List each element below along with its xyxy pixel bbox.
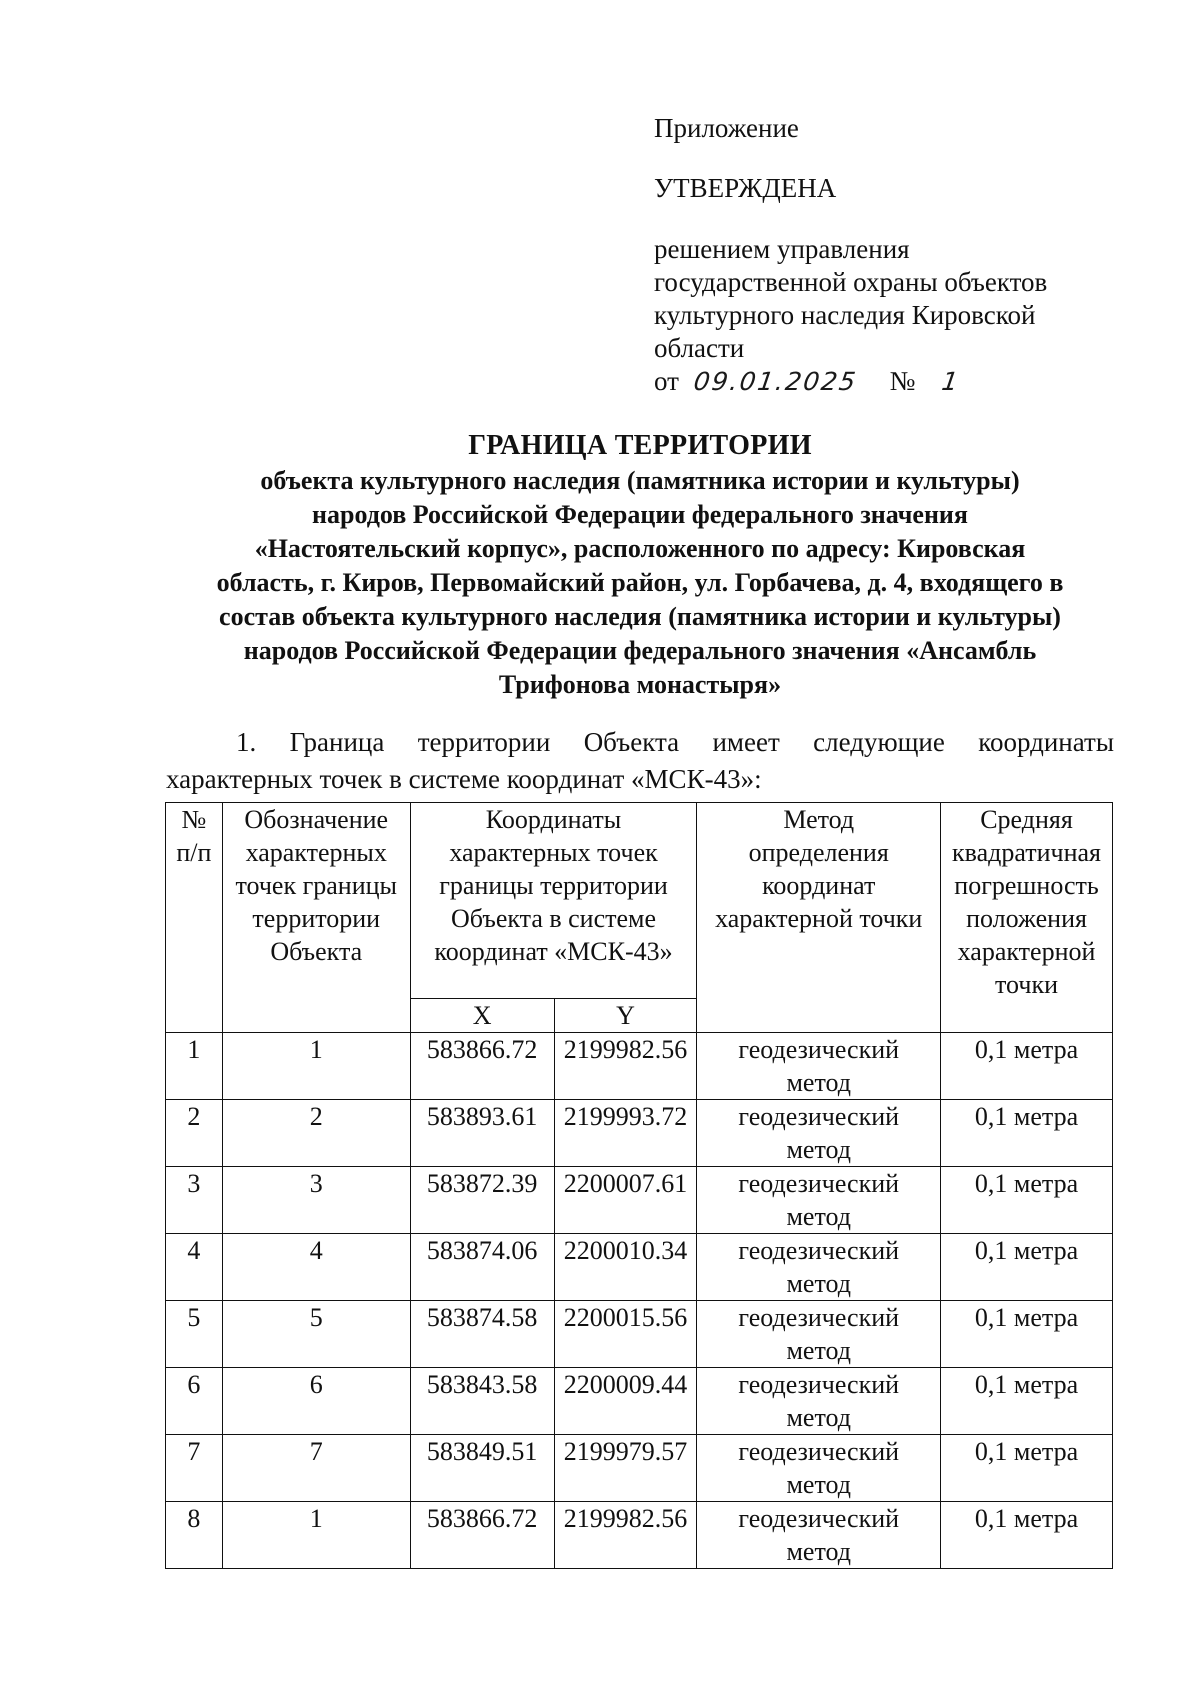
paragraph-word: имеет xyxy=(712,727,780,757)
method-text: геодезический xyxy=(738,1303,900,1332)
method-text: геодезический xyxy=(738,1504,900,1533)
header-num xyxy=(166,803,223,1033)
table-body xyxy=(166,1033,1113,1569)
cell-y: 2199982.56 xyxy=(554,1502,697,1569)
cell-method xyxy=(697,1100,941,1167)
handwritten-number: 1 xyxy=(940,367,963,396)
cell-x: 583866.72 xyxy=(410,1502,554,1569)
cell-error: 0,1 метра xyxy=(941,1435,1113,1502)
cell-point: 2 xyxy=(222,1100,410,1167)
cell-y: 2200010.34 xyxy=(554,1234,697,1301)
header-method xyxy=(697,803,941,1033)
table-row xyxy=(166,1100,1113,1167)
method-text: метод xyxy=(786,1269,851,1298)
cell-error: 0,1 метра xyxy=(941,1502,1113,1569)
paragraph-word: следующие xyxy=(813,727,945,757)
decision-line: области xyxy=(654,333,745,363)
cell-error: 0,1 метра xyxy=(941,1100,1113,1167)
paragraph-line-2: характерных точек в системе координат «МСК-43»: xyxy=(166,764,762,794)
cell-x: 583874.58 xyxy=(410,1301,554,1368)
cell-point: 6 xyxy=(222,1368,410,1435)
paragraph-word: Объекта xyxy=(583,727,680,757)
method-text: метод xyxy=(786,1537,851,1566)
cell-num: 6 xyxy=(166,1368,223,1435)
title-line: «Настоятельский корпус», расположенного по адресу: Кировская xyxy=(254,534,1026,563)
header-text: Средняя xyxy=(980,805,1073,834)
cell-error: 0,1 метра xyxy=(941,1167,1113,1234)
table-row xyxy=(166,1435,1113,1502)
decision-line: культурного наследия Кировской xyxy=(654,300,1036,330)
method-text: метод xyxy=(786,1135,851,1164)
coordinates-table xyxy=(165,802,1113,1569)
cell-error: 0,1 метра xyxy=(941,1368,1113,1435)
approved-label: УТВЕРЖДЕНА xyxy=(654,173,837,203)
date-prefix: от xyxy=(654,366,679,396)
cell-x: 583843.58 xyxy=(410,1368,554,1435)
header-text: определения xyxy=(748,838,889,867)
header-text: координат xyxy=(762,871,876,900)
cell-x: 583849.51 xyxy=(410,1435,554,1502)
cell-y: 2199982.56 xyxy=(554,1033,697,1100)
table-row xyxy=(166,1234,1113,1301)
table-row xyxy=(166,1167,1113,1234)
title-line: объекта культурного наследия (памятника истории и культуры) xyxy=(260,466,1020,495)
title-line: область, г. Киров, Первомайский район, ул. Горбачева, д. 4, входящего в xyxy=(216,568,1064,597)
header-coordinates xyxy=(410,803,697,999)
cell-point: 1 xyxy=(222,1033,410,1100)
paragraph-word: Граница xyxy=(289,727,385,757)
method-text: геодезический xyxy=(738,1102,900,1131)
title-line: народов Российской Федерации федерального значения «Ансамбль xyxy=(243,636,1037,665)
cell-point: 7 xyxy=(222,1435,410,1502)
cell-method xyxy=(697,1234,941,1301)
cell-num: 8 xyxy=(166,1502,223,1569)
paragraph-word: 1. xyxy=(236,727,257,757)
number-sign: № xyxy=(889,366,916,396)
cell-num: 1 xyxy=(166,1033,223,1100)
paragraph-word: территории xyxy=(417,727,551,757)
header-text: точки xyxy=(995,970,1058,999)
table-header-row xyxy=(166,803,1113,999)
cell-method xyxy=(697,1301,941,1368)
header-text: Координаты xyxy=(485,805,622,834)
header-text: Метод xyxy=(783,805,855,834)
cell-y: 2199993.72 xyxy=(554,1100,697,1167)
decision-line: решением управления xyxy=(654,234,910,264)
paragraph-line-1 xyxy=(166,724,1114,761)
cell-y: 2200009.44 xyxy=(554,1368,697,1435)
header-text: положения xyxy=(966,904,1087,933)
method-text: геодезический xyxy=(738,1370,900,1399)
header-text: Обозначение xyxy=(244,805,389,834)
method-text: метод xyxy=(786,1403,851,1432)
header-text: характерных точек xyxy=(449,838,658,867)
cell-num: 7 xyxy=(166,1435,223,1502)
header-y: Y xyxy=(554,999,697,1033)
title-line: состав объекта культурного наследия (памятника истории и культуры) xyxy=(219,602,1061,631)
cell-num: 2 xyxy=(166,1100,223,1167)
header-text: квадратичная xyxy=(952,838,1101,867)
cell-method xyxy=(697,1167,941,1234)
header-text: № xyxy=(181,805,207,834)
cell-x: 583872.39 xyxy=(410,1167,554,1234)
cell-point: 1 xyxy=(222,1502,410,1569)
header-text: п/п xyxy=(176,838,212,867)
paragraph-word: координаты xyxy=(978,727,1114,757)
header-x: X xyxy=(410,999,554,1033)
cell-num: 5 xyxy=(166,1301,223,1368)
title-line: народов Российской Федерации федерального значения xyxy=(312,500,968,529)
intro-paragraph xyxy=(166,724,1114,798)
cell-point: 4 xyxy=(222,1234,410,1301)
cell-num: 4 xyxy=(166,1234,223,1301)
handwritten-date: 09.01.2025 xyxy=(691,367,859,396)
method-text: метод xyxy=(786,1336,851,1365)
header-text: координат «МСК-43» xyxy=(434,937,673,966)
header-text: Объекта xyxy=(270,937,363,966)
method-text: метод xyxy=(786,1470,851,1499)
header-text: Объекта в системе xyxy=(451,904,657,933)
header-designation xyxy=(222,803,410,1033)
cell-num: 3 xyxy=(166,1167,223,1234)
method-text: геодезический xyxy=(738,1169,900,1198)
method-text: метод xyxy=(786,1068,851,1097)
approval-block xyxy=(654,112,1114,398)
table-row xyxy=(166,1502,1113,1569)
cell-point: 3 xyxy=(222,1167,410,1234)
title-main: ГРАНИЦА ТЕРРИТОРИИ xyxy=(468,430,812,461)
header-text: характерной xyxy=(957,937,1096,966)
cell-method xyxy=(697,1033,941,1100)
cell-x: 583866.72 xyxy=(410,1033,554,1100)
decision-line: государственной охраны объектов xyxy=(654,267,1048,297)
cell-x: 583893.61 xyxy=(410,1100,554,1167)
header-text: точек границы xyxy=(235,871,398,900)
header-error xyxy=(941,803,1113,1033)
header-text: характерных xyxy=(245,838,387,867)
table-row xyxy=(166,1301,1113,1368)
cell-y: 2200015.56 xyxy=(554,1301,697,1368)
header-text: характерной точки xyxy=(715,904,923,933)
title-subtitle xyxy=(150,464,1130,702)
cell-error: 0,1 метра xyxy=(941,1033,1113,1100)
header-text: территории xyxy=(252,904,381,933)
cell-y: 2199979.57 xyxy=(554,1435,697,1502)
method-text: метод xyxy=(786,1202,851,1231)
title-line: Трифонова монастыря» xyxy=(498,670,782,699)
cell-method xyxy=(697,1368,941,1435)
table-row xyxy=(166,1033,1113,1100)
method-text: геодезический xyxy=(738,1437,900,1466)
cell-y: 2200007.61 xyxy=(554,1167,697,1234)
appendix-label: Приложение xyxy=(654,113,799,143)
document-title xyxy=(150,428,1130,702)
header-text: погрешность xyxy=(954,871,1099,900)
date-number-line xyxy=(654,365,1114,398)
table-row xyxy=(166,1368,1113,1435)
method-text: геодезический xyxy=(738,1035,900,1064)
cell-point: 5 xyxy=(222,1301,410,1368)
cell-error: 0,1 метра xyxy=(941,1301,1113,1368)
cell-x: 583874.06 xyxy=(410,1234,554,1301)
cell-method xyxy=(697,1502,941,1569)
cell-method xyxy=(697,1435,941,1502)
header-text: границы территории xyxy=(439,871,668,900)
method-text: геодезический xyxy=(738,1236,900,1265)
cell-error: 0,1 метра xyxy=(941,1234,1113,1301)
